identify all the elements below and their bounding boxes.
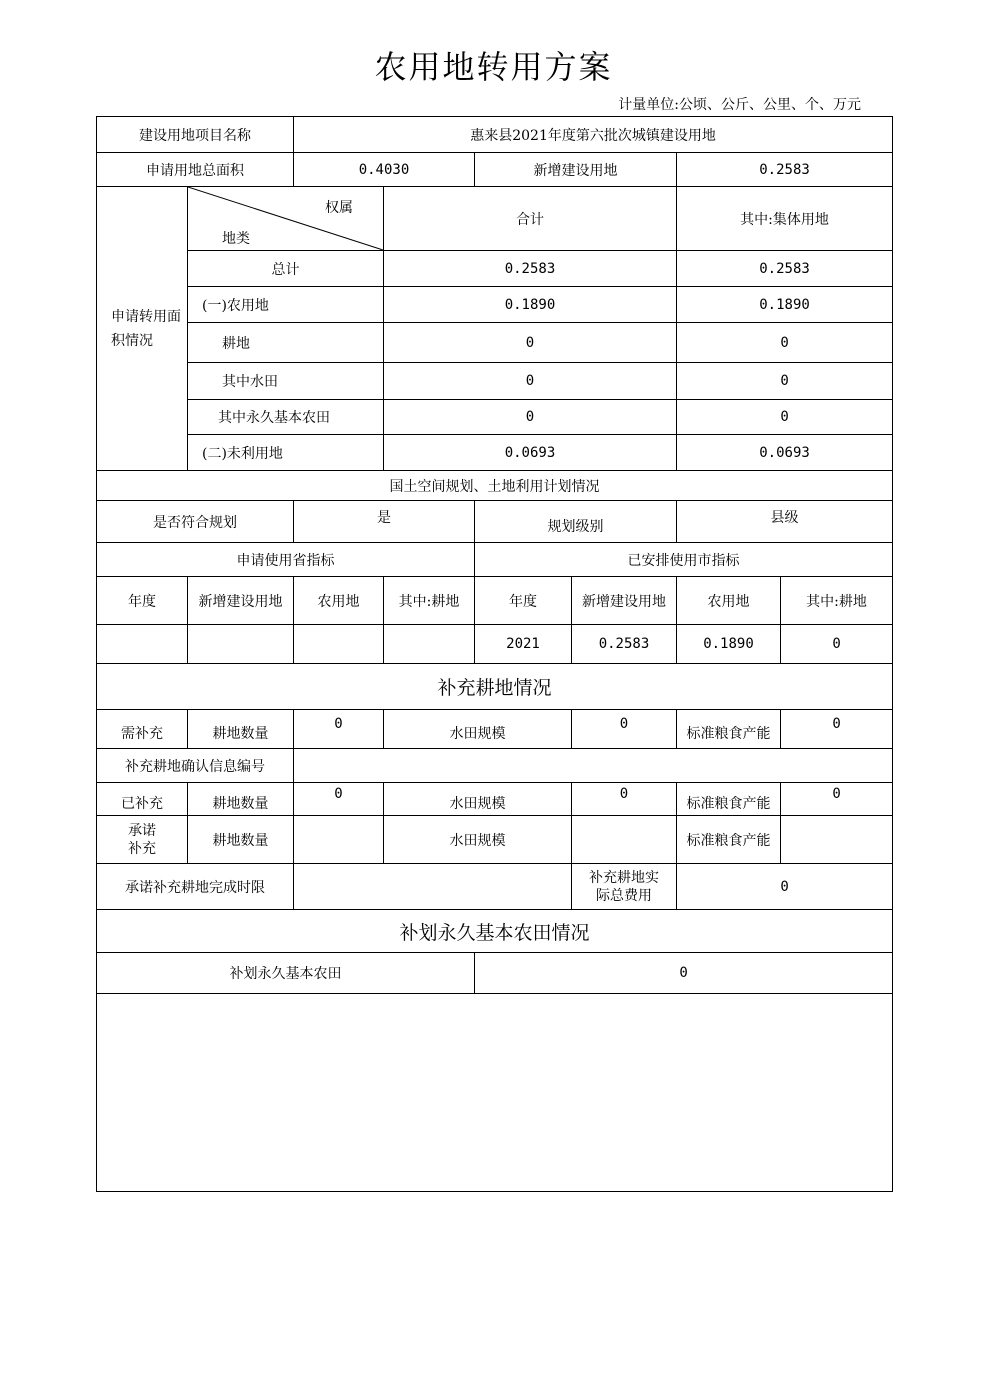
promise-grain-value	[781, 816, 893, 864]
conversion-row	[97, 435, 893, 471]
col-agricultural: 农用地	[294, 577, 384, 625]
level-value: 县级	[677, 501, 893, 543]
row-total: 0.2583	[384, 251, 677, 287]
city-indicator-header: 已安排使用市指标	[475, 543, 893, 577]
row-total: 0	[384, 363, 677, 400]
new-construction-value: 0.2583	[677, 153, 893, 187]
permanent-header: 补划永久基本农田情况	[97, 910, 893, 953]
permanent-header-row	[97, 910, 893, 953]
diagonal-header-cell	[188, 187, 384, 251]
province-new-construction	[188, 625, 294, 664]
done-qty-label: 耕地数量	[188, 783, 294, 816]
col-collective-header: 其中:集体用地	[677, 187, 893, 251]
need-paddy-value: 0	[572, 710, 677, 749]
need-label: 需补充	[97, 710, 188, 749]
row-collective: 0.1890	[677, 287, 893, 323]
row-total: 0	[384, 400, 677, 435]
col-cultivated: 其中:耕地	[384, 577, 475, 625]
province-year	[97, 625, 188, 664]
confirm-value	[294, 749, 893, 783]
conversion-header-row	[97, 187, 893, 251]
conversion-row	[97, 323, 893, 363]
diag-bottom-label: 地类	[222, 231, 250, 247]
conversion-row	[97, 251, 893, 287]
province-indicator-header: 申请使用省指标	[97, 543, 475, 577]
col-new-construction: 新增建设用地	[572, 577, 677, 625]
need-supplement-row	[97, 710, 893, 749]
done-grain-value: 0	[781, 783, 893, 816]
row-label: 总计	[188, 251, 384, 287]
deadline-row	[97, 864, 893, 910]
col-agricultural: 农用地	[677, 577, 781, 625]
row-total: 0.1890	[384, 287, 677, 323]
planning-header: 国土空间规划、土地利用计划情况	[97, 471, 893, 501]
done-grain-label: 标准粮食产能	[677, 783, 781, 816]
row-collective: 0	[677, 363, 893, 400]
city-year: 2021	[475, 625, 572, 664]
promise-qty-label: 耕地数量	[188, 816, 294, 864]
city-new-construction: 0.2583	[572, 625, 677, 664]
conform-value: 是	[294, 501, 475, 543]
cost-value: 0	[677, 864, 893, 910]
supplement-header-row	[97, 664, 893, 710]
project-name-row	[97, 117, 893, 153]
row-collective: 0.2583	[677, 251, 893, 287]
permanent-row	[97, 953, 893, 994]
done-qty-value: 0	[294, 783, 384, 816]
supplement-header: 补充耕地情况	[97, 664, 893, 710]
planning-row	[97, 501, 893, 543]
row-label: 耕地	[188, 323, 384, 363]
done-paddy-label: 水田规模	[384, 783, 572, 816]
permanent-value: 0	[475, 953, 893, 994]
col-new-construction: 新增建设用地	[188, 577, 294, 625]
row-label: 其中永久基本农田	[188, 400, 384, 435]
permanent-label: 补划永久基本农田	[97, 953, 475, 994]
need-paddy-label: 水田规模	[384, 710, 572, 749]
diagonal-line	[188, 187, 383, 250]
city-agricultural: 0.1890	[677, 625, 781, 664]
project-name-value: 惠来县2021年度第六批次城镇建设用地	[294, 117, 893, 153]
promise-paddy-value	[572, 816, 677, 864]
col-year: 年度	[475, 577, 572, 625]
row-total: 0.0693	[384, 435, 677, 471]
row-label: (一)农用地	[188, 287, 384, 323]
promise-grain-label: 标准粮食产能	[677, 816, 781, 864]
conversion-section-label: 申请转用面积情况	[97, 187, 188, 471]
row-collective: 0.0693	[677, 435, 893, 471]
remarks-area	[97, 994, 893, 1192]
indicators-columns-row	[97, 577, 893, 625]
city-cultivated: 0	[781, 625, 893, 664]
col-cultivated: 其中:耕地	[781, 577, 893, 625]
row-label: 其中水田	[188, 363, 384, 400]
done-paddy-value: 0	[572, 783, 677, 816]
conversion-row	[97, 363, 893, 400]
deadline-label: 承诺补充耕地完成时限	[97, 864, 294, 910]
row-collective: 0	[677, 400, 893, 435]
remarks-row	[97, 994, 893, 1192]
row-total: 0	[384, 323, 677, 363]
need-grain-label: 标准粮食产能	[677, 710, 781, 749]
confirm-row	[97, 749, 893, 783]
diag-top-label: 权属	[325, 200, 353, 216]
conversion-row	[97, 400, 893, 435]
deadline-value	[294, 864, 572, 910]
indicators-values-row	[97, 625, 893, 664]
need-qty-value: 0	[294, 710, 384, 749]
indicators-header-row	[97, 543, 893, 577]
page-title: 农用地转用方案	[374, 48, 613, 86]
new-construction-label: 新增建设用地	[475, 153, 677, 187]
promise-paddy-label: 水田规模	[384, 816, 572, 864]
planning-header-row	[97, 471, 893, 501]
total-area-row	[97, 153, 893, 187]
land-conversion-table	[96, 116, 893, 1192]
project-name-label: 建设用地项目名称	[97, 117, 294, 153]
need-grain-value: 0	[781, 710, 893, 749]
total-area-label: 申请用地总面积	[97, 153, 294, 187]
unit-note: 计量单位:公顷、公斤、公里、个、万元	[618, 97, 861, 113]
col-year: 年度	[97, 577, 188, 625]
row-label: (二)未利用地	[188, 435, 384, 471]
done-label: 已补充	[97, 783, 188, 816]
promise-supplement-row	[97, 816, 893, 864]
promise-qty-value	[294, 816, 384, 864]
province-cultivated	[384, 625, 475, 664]
conversion-row	[97, 287, 893, 323]
promise-label: 承诺补充	[97, 816, 188, 864]
confirm-label: 补充耕地确认信息编号	[97, 749, 294, 783]
done-supplement-row	[97, 783, 893, 816]
col-total-header: 合计	[384, 187, 677, 251]
row-collective: 0	[677, 323, 893, 363]
cost-label: 补充耕地实际总费用	[572, 864, 677, 910]
level-label: 规划级别	[475, 501, 677, 543]
need-qty-label: 耕地数量	[188, 710, 294, 749]
conform-label: 是否符合规划	[97, 501, 294, 543]
total-area-value: 0.4030	[294, 153, 475, 187]
province-agricultural	[294, 625, 384, 664]
